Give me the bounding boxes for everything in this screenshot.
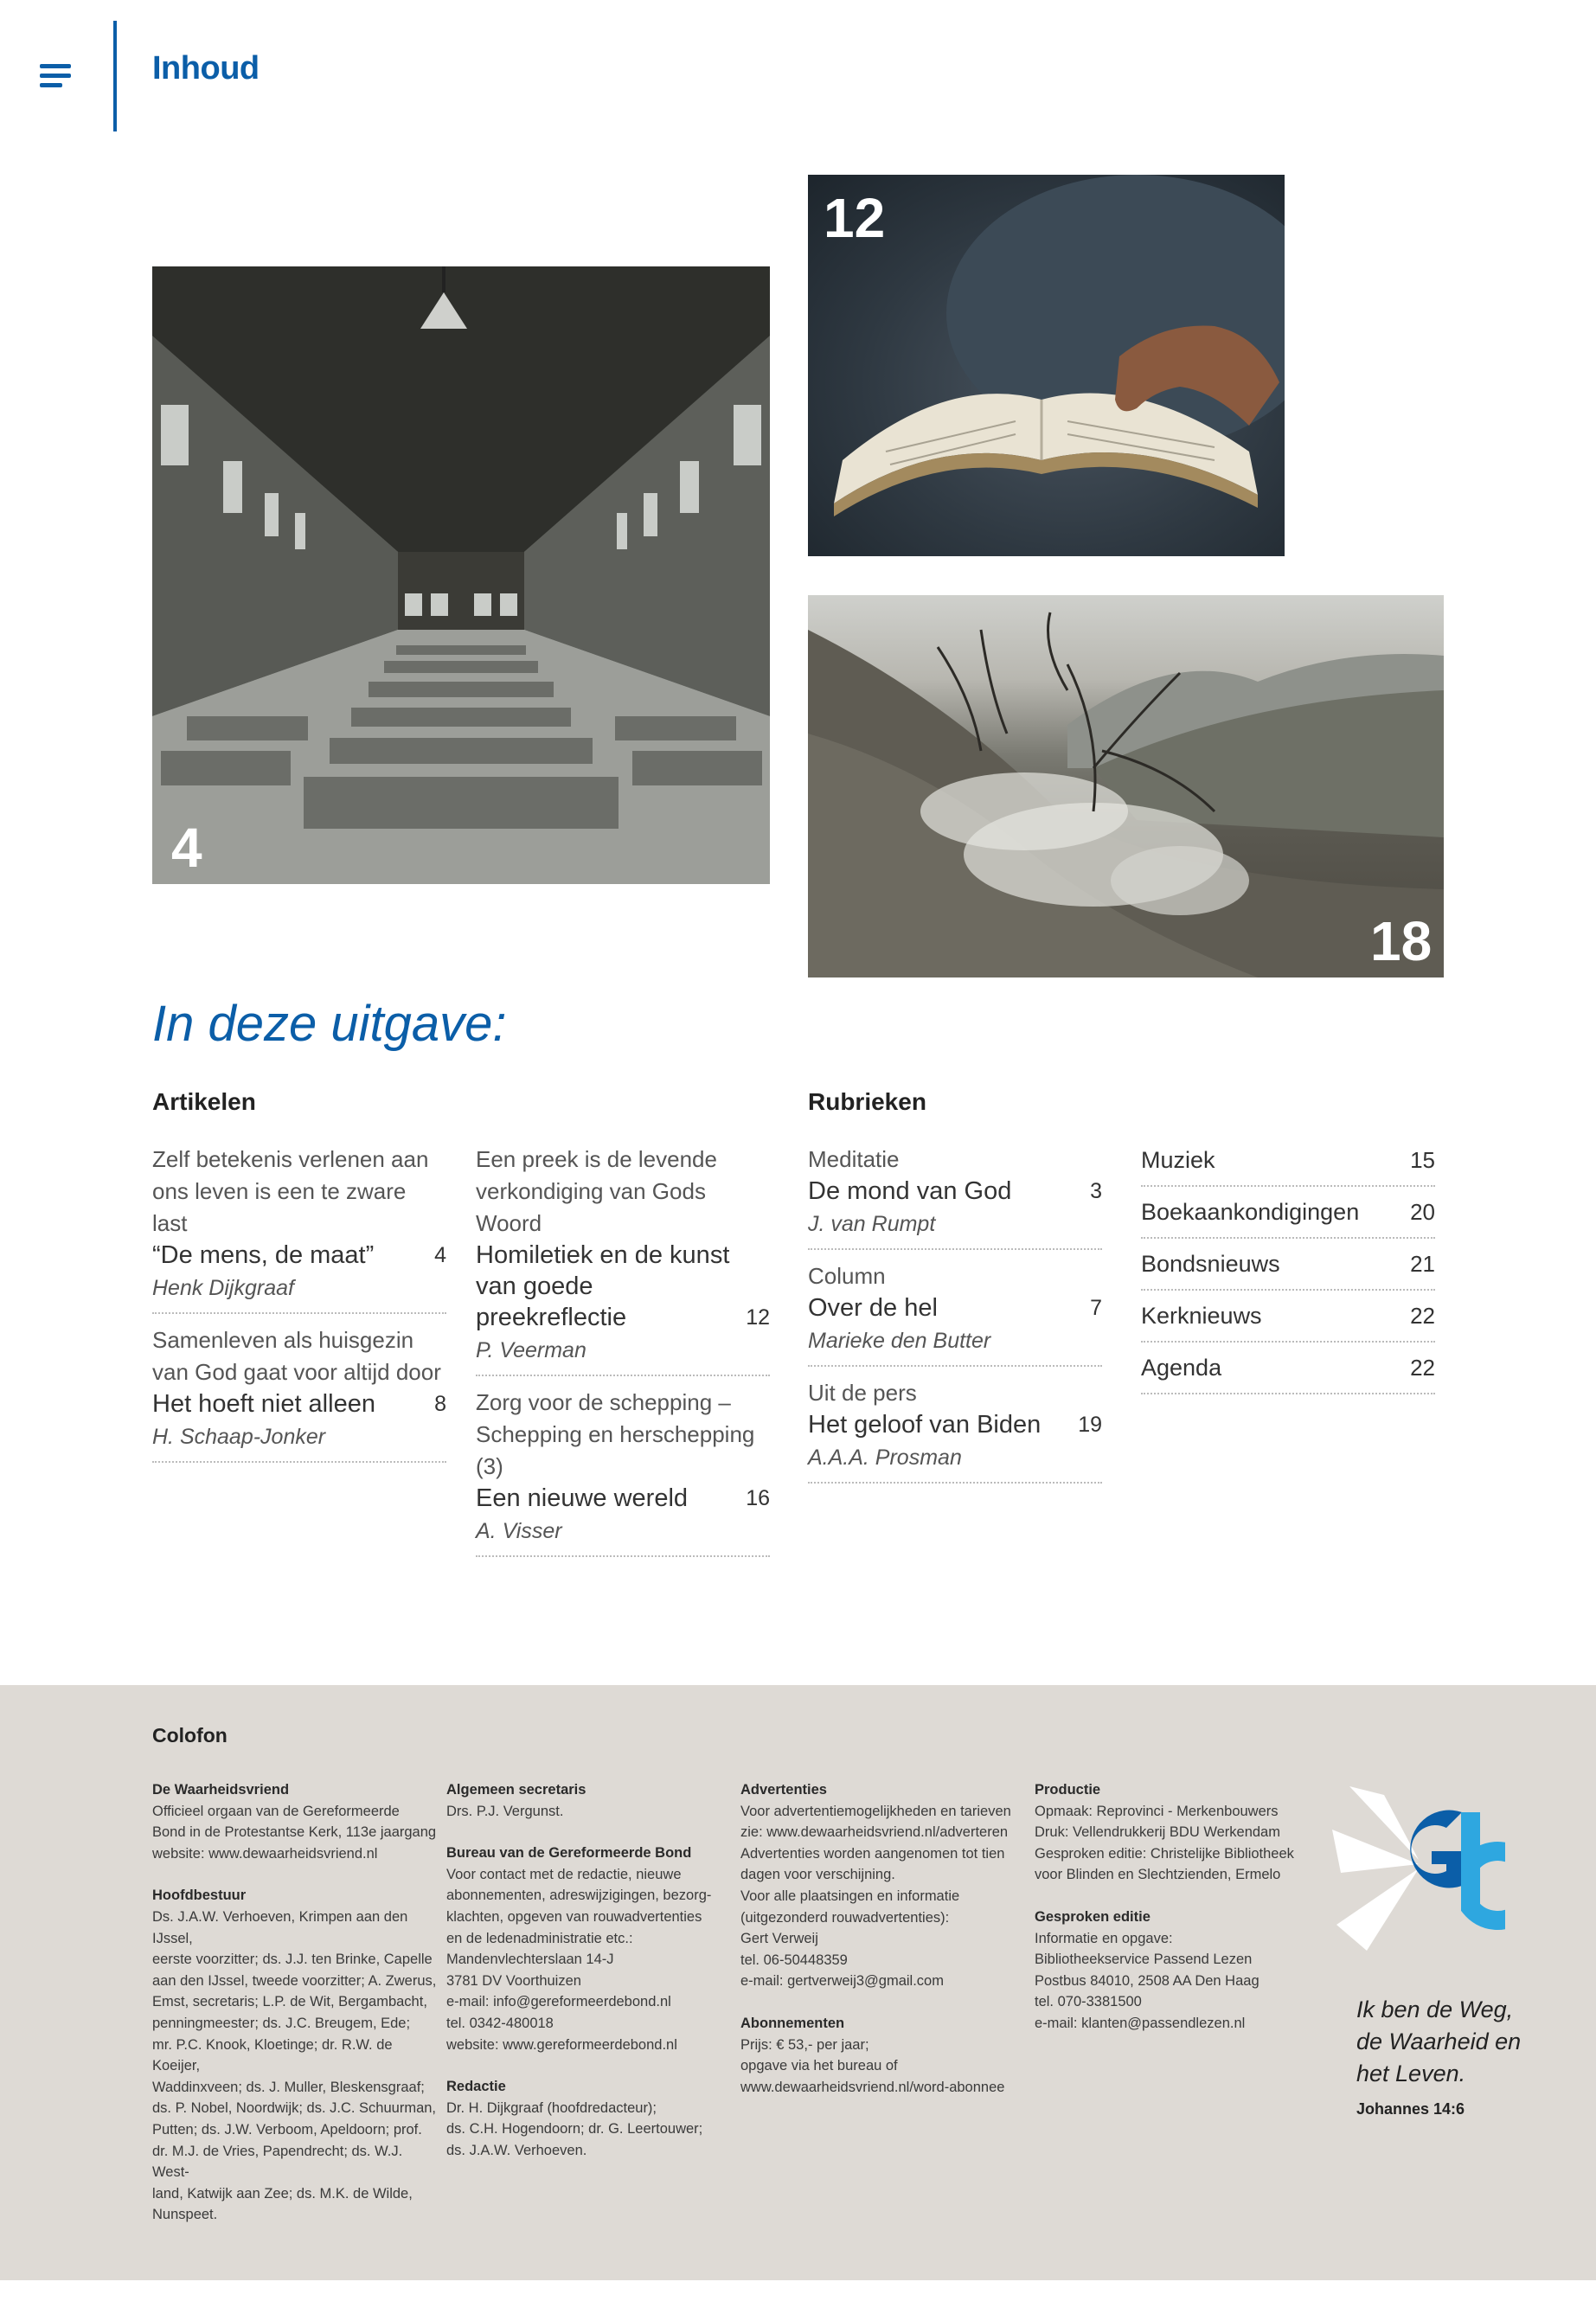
rubriek-title: De mond van God bbox=[808, 1177, 1012, 1205]
colofon-title: Colofon bbox=[152, 1724, 228, 1747]
article-kicker: Zorg voor de schepping – Schepping en herschepping (3) bbox=[476, 1389, 755, 1479]
rubriek-title: Over de hel bbox=[808, 1294, 938, 1322]
article-author: A. Visser bbox=[476, 1519, 562, 1543]
rubriek-page: 3 bbox=[1090, 1179, 1102, 1203]
colofon-block-heading: Hoofdbestuur bbox=[152, 1888, 247, 1904]
colofon-line: en de ledenadministratie etc.: bbox=[446, 1930, 633, 1946]
article-author: H. Schaap-Jonker bbox=[152, 1425, 326, 1449]
rubriek-author: J. van Rumpt bbox=[808, 1212, 936, 1236]
colofon-block-heading: Redactie bbox=[446, 2079, 506, 2095]
colofon-block-heading: De Waarheidsvriend bbox=[152, 1782, 290, 1798]
rubriek-title: Boekaankondigingen bbox=[1141, 1198, 1360, 1225]
colofon-line: tel. 070-3381500 bbox=[1035, 1994, 1142, 2010]
colofon-block-heading: Bureau van de Gereformeerde Bond bbox=[446, 1845, 692, 1862]
colofon-line: penningmeester; ds. J.C. Breugem, Ede; bbox=[152, 2015, 411, 2031]
rubriek-author: Marieke den Butter bbox=[808, 1329, 991, 1353]
colofon-line: Officieel orgaan van de Gereformeerde bbox=[152, 1803, 400, 1819]
article-author: Henk Dijkgraaf bbox=[152, 1276, 294, 1300]
article-kicker: Zelf betekenis verlenen aan ons leven is een te zware last bbox=[152, 1146, 429, 1236]
article-page: 16 bbox=[746, 1486, 770, 1510]
colofon-line: Dr. H. Dijkgraaf (hoofdredacteur); bbox=[446, 2099, 657, 2116]
rubriek-title: Kerknieuws bbox=[1141, 1302, 1262, 1329]
colofon-column-3 bbox=[740, 1779, 1026, 2098]
colofon-line: Advertenties worden aangenomen tot tien bbox=[740, 1845, 1005, 1862]
motto bbox=[1356, 1994, 1521, 2090]
colofon-spacer bbox=[740, 1992, 1026, 2013]
article-entry[interactable] bbox=[152, 1144, 446, 1314]
colofon-line: ds. C.H. Hogendoorn; dr. G. Leertouwer; bbox=[446, 2121, 703, 2138]
colofon-line: Putten; ds. J.W. Verboom, Apeldoorn; prof. bbox=[152, 2121, 422, 2138]
colofon-line: website: www.dewaarheidsvriend.nl bbox=[152, 1845, 378, 1862]
rubriek-row[interactable] bbox=[1141, 1135, 1435, 1187]
colofon-line: aan den IJssel, tweede voorzitter; A. Zwerus, bbox=[152, 1972, 437, 1989]
rubriek-page: 21 bbox=[1410, 1250, 1435, 1277]
colofon-line: website: www.gereformeerdebond.nl bbox=[446, 2036, 677, 2053]
article-page: 12 bbox=[746, 1305, 770, 1330]
colofon-line: tel. 0342-480018 bbox=[446, 2015, 554, 2031]
colofon-spacer bbox=[152, 1864, 438, 1885]
artikelen-column-1 bbox=[152, 1144, 446, 1473]
colofon-line: land, Katwijk aan Zee; ds. M.K. de Wilde, bbox=[152, 2185, 413, 2202]
colofon-line: zie: www.dewaarheidsvriend.nl/adverteren bbox=[740, 1824, 1009, 1841]
article-kicker: Een preek is de levende verkondiging van Gods Woord bbox=[476, 1146, 717, 1236]
rubriek-title: Bondsnieuws bbox=[1141, 1250, 1280, 1277]
artikelen-column-2 bbox=[476, 1144, 770, 1567]
colofon-line: Bond in de Protestantse Kerk, 113e jaargang bbox=[152, 1824, 437, 1841]
colofon-line: Informatie en opgave: bbox=[1035, 1930, 1173, 1946]
colofon-line: opgave via het bureau of bbox=[740, 2058, 898, 2074]
motto-reference: Johannes 14:6 bbox=[1356, 2100, 1465, 2118]
colofon-line: e-mail: gertverweij3@gmail.com bbox=[740, 1973, 944, 1990]
article-author: P. Veerman bbox=[476, 1338, 586, 1362]
colofon-line: ds. P. Nobel, Noordwijk; ds. J.C. Schuurman, bbox=[152, 2100, 437, 2117]
colofon-line: Voor contact met de redactie, nieuwe bbox=[446, 1866, 682, 1882]
rubriek-kicker: Uit de pers bbox=[808, 1380, 917, 1406]
rubriek-entry[interactable] bbox=[808, 1260, 1102, 1367]
article-title: Een nieuwe wereld bbox=[476, 1484, 689, 1512]
colofon-line: klachten, opgeven van rouwadvertenties bbox=[446, 1908, 702, 1925]
colofon-line: Postbus 84010, 2508 AA Den Haag bbox=[1035, 1972, 1259, 1989]
colofon-spacer bbox=[446, 2055, 732, 2076]
colofon-column-2 bbox=[446, 1779, 732, 2162]
article-entry[interactable] bbox=[152, 1324, 446, 1463]
rubriek-title: Muziek bbox=[1141, 1146, 1215, 1173]
rubriek-kicker: Column bbox=[808, 1263, 886, 1289]
colofon-line: voor Blinden en Slechtzienden, Ermelo bbox=[1035, 1867, 1281, 1883]
colofon-line: (uitgezonderd rouwadvertenties): bbox=[740, 1909, 950, 1926]
colofon-line: Voor advertentiemogelijkheden en tarieven bbox=[740, 1803, 1011, 1819]
colofon-line: Gesproken editie: Christelijke Bibliotheek bbox=[1035, 1845, 1294, 1862]
colofon-column-4 bbox=[1035, 1779, 1320, 2035]
rubriek-row[interactable] bbox=[1141, 1239, 1435, 1291]
rubriek-entry[interactable] bbox=[808, 1144, 1102, 1250]
colofon-block-heading: Algemeen secretaris bbox=[446, 1782, 586, 1798]
article-kicker: Samenleven als huisgezin van God gaat voor altijd door bbox=[152, 1327, 441, 1385]
hamburger-menu-icon[interactable] bbox=[40, 64, 74, 90]
colofon-line: Emst, secretaris; L.P. de Wit, Bergambacht, bbox=[152, 1994, 427, 2010]
colofon-line: Mandenvlechterslaan 14-J bbox=[446, 1952, 614, 1968]
colofon-line: Druk: Vellendrukkerij BDU Werkendam bbox=[1035, 1824, 1280, 1841]
rubriek-row[interactable] bbox=[1141, 1187, 1435, 1239]
colofon-line: dagen voor verschijning. bbox=[740, 1867, 895, 1883]
rubriek-row[interactable] bbox=[1141, 1343, 1435, 1394]
colofon-line: ds. J.A.W. Verhoeven. bbox=[446, 2142, 587, 2158]
rubriek-page: 15 bbox=[1410, 1146, 1435, 1173]
photo-church-interior bbox=[152, 266, 770, 884]
colofon-line: Bibliotheekservice Passend Lezen bbox=[1035, 1952, 1253, 1968]
colofon-line: eerste voorzitter; ds. J.J. ten Brinke, Capelle bbox=[152, 1952, 433, 1968]
colofon-block-heading: Advertenties bbox=[740, 1782, 827, 1798]
colofon-block-heading: Gesproken editie bbox=[1035, 1908, 1151, 1925]
photo-page-number: 12 bbox=[824, 187, 886, 249]
rubrieken-column-1 bbox=[808, 1144, 1102, 1494]
article-title: Homiletiek en de kunst van goede preekreflectie bbox=[476, 1241, 730, 1331]
rubrieken-column-2 bbox=[1141, 1135, 1435, 1394]
colofon-spacer bbox=[1035, 1886, 1320, 1907]
artikelen-heading: Artikelen bbox=[152, 1088, 256, 1115]
article-title: Het hoeft niet alleen bbox=[152, 1390, 375, 1418]
colofon-line: abonnementen, adreswijzigingen, bezorg- bbox=[446, 1888, 712, 1904]
article-page: 4 bbox=[434, 1243, 446, 1267]
photo-page-number: 4 bbox=[171, 817, 202, 879]
rubriek-row[interactable] bbox=[1141, 1291, 1435, 1343]
colofon-line: Ds. J.A.W. Verhoeven, Krimpen aan den IJssel, bbox=[152, 1908, 408, 1946]
rubriek-page: 20 bbox=[1410, 1198, 1435, 1225]
colofon-line: dr. M.J. de Vries, Papendrecht; ds. W.J. West- bbox=[152, 2143, 403, 2181]
colofon-line: Prijs: € 53,- per jaar; bbox=[740, 2036, 869, 2053]
article-page: 8 bbox=[434, 1392, 446, 1416]
rubriek-page: 22 bbox=[1410, 1354, 1435, 1381]
rubrieken-heading: Rubrieken bbox=[808, 1088, 926, 1115]
rubriek-page: 7 bbox=[1090, 1296, 1102, 1320]
motto-line: de Waarheid en bbox=[1356, 2029, 1522, 2054]
colofon-column-1 bbox=[152, 1779, 438, 2226]
colofon-line: 3781 DV Voorthuizen bbox=[446, 1972, 581, 1989]
rubriek-page: 19 bbox=[1078, 1413, 1102, 1437]
page-title: Inhoud bbox=[152, 50, 260, 87]
colofon-line: Voor alle plaatsingen en informatie bbox=[740, 1888, 960, 1904]
article-title: “De mens, de maat” bbox=[152, 1241, 375, 1269]
rubriek-title: Agenda bbox=[1141, 1354, 1222, 1381]
colofon-line: Opmaak: Reprovinci - Merkenbouwers bbox=[1035, 1803, 1279, 1819]
colofon-line: Waddinxveen; ds. J. Muller, Bleskensgraaf; bbox=[152, 2079, 425, 2095]
colofon-line: e-mail: info@gereformeerdebond.nl bbox=[446, 1994, 671, 2010]
issue-heading: In deze uitgave: bbox=[152, 996, 507, 1052]
photo-page-number: 18 bbox=[1370, 910, 1433, 972]
colofon-line: Drs. P.J. Vergunst. bbox=[446, 1803, 564, 1819]
article-entry[interactable] bbox=[476, 1387, 770, 1557]
colofon-line: tel. 06-50448359 bbox=[740, 1952, 848, 1968]
rubriek-page: 22 bbox=[1410, 1302, 1435, 1329]
motto-line: het Leven. bbox=[1356, 2061, 1466, 2086]
rubriek-kicker: Meditatie bbox=[808, 1146, 900, 1172]
colofon-line: e-mail: klanten@passendlezen.nl bbox=[1035, 2015, 1246, 2031]
colofon-line: www.dewaarheidsvriend.nl/word-abonnee bbox=[740, 2079, 1005, 2095]
colofon-line: mr. P.C. Knook, Kloetinge; dr. R.W. de Koeijer, bbox=[152, 2036, 393, 2074]
colofon-block-heading: Abonnementen bbox=[740, 2015, 845, 2031]
header-divider bbox=[113, 21, 117, 131]
colofon-spacer bbox=[446, 1822, 732, 1843]
photo-smoking-hillside bbox=[808, 595, 1444, 977]
gb-logo-icon bbox=[1332, 1778, 1505, 1959]
article-entry[interactable] bbox=[476, 1144, 770, 1376]
colofon-line: Nunspeet. bbox=[152, 2207, 218, 2223]
rubriek-author: A.A.A. Prosman bbox=[808, 1445, 962, 1470]
colofon-line: Gert Verweij bbox=[740, 1931, 818, 1947]
rubriek-entry[interactable] bbox=[808, 1377, 1102, 1484]
motto-line: Ik ben de Weg, bbox=[1356, 1997, 1514, 2022]
photo-reading-bible bbox=[808, 175, 1285, 556]
colofon-block-heading: Productie bbox=[1035, 1782, 1101, 1798]
rubriek-title: Het geloof van Biden bbox=[808, 1411, 1042, 1439]
